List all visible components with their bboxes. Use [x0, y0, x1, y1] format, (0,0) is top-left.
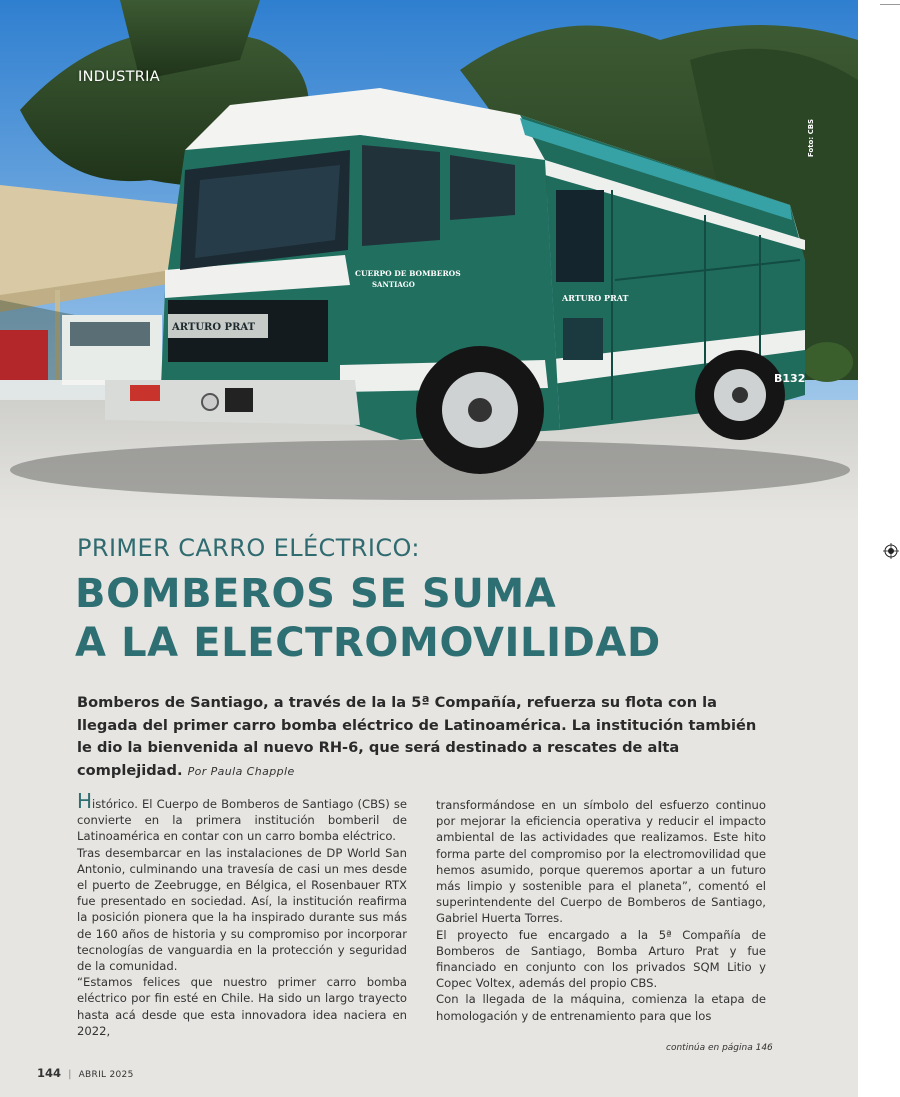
section-label: INDUSTRIA: [78, 69, 160, 85]
body-paragraph: “Estamos felices que nuestro primer carro bomba eléctrico por fin esté en Chile. Ha sido un largo trayecto hasta acá desde que esta innovadora idea naciera en 2022,: [77, 975, 407, 1038]
continues-note: continúa en página 146: [666, 1043, 773, 1053]
body-paragraph: El proyecto fue encargado a la 5ª Compañía de Bomberos de Santiago, Bomba Arturo Prat y fue financiado en conjunto con los privados SQM Litio y Copec Voltex, además del propio CBS.: [436, 927, 766, 991]
headline-title: [75, 570, 661, 668]
crop-mark: [880, 0, 900, 5]
headline-title-line-1: BOMBEROS SE SUMA: [75, 571, 557, 617]
door-text-2: SANTIAGO: [372, 280, 415, 289]
folio-separator: |: [68, 1069, 72, 1080]
body-paragraph: Tras desembarcar en las instalaciones de DP World San Antonio, culminando una travesía de casi un mes desde el puerto de Zeebrugge, en Bélgica, el Rosenbauer RTX fue presentado en sociedad. Así, la institución reafirma la posición pionera que la ha inspirado durante sus más de 160 años de historia y su compromiso por incorporar tecnologías de vanguardia en la protección y seguridad de la comunidad.: [77, 845, 407, 974]
body-paragraph: transformándose en un símbolo del esfuerzo continuo por mejorar la eficiencia operativa y reducir el impacto ambiental de las actividades que realizamos. Este hito forma parte del compromiso por la electromovilidad que hemos asumido, porque queremos aportar a un futuro más limpio y sostenible para el planeta”, comentó el superintendente del Cuerpo de Bomberos de Santiago, Gabriel Huerta Torres.: [436, 798, 766, 926]
headline-kicker: PRIMER CARRO ELÉCTRICO:: [77, 534, 420, 562]
photo-credit: [801, 118, 821, 158]
unit-number: B132: [774, 372, 806, 385]
page-folio: [37, 1062, 134, 1081]
side-name: ARTURO PRAT: [562, 293, 629, 303]
registration-mark-icon: [883, 543, 899, 559]
lead-text: Bomberos de Santiago, a través de la la 5ª Compañía, refuerza su flota con la llegada del primer carro bomba eléctrico de Latinoamérica. La institución también le dio la bienvenida al nuevo RH-6, que será destinado a rescates de alta complejidad.: [77, 694, 757, 779]
photo-credit-text: Foto: CBS: [807, 118, 815, 158]
body-paragraph: Histórico. El Cuerpo de Bomberos de Santiago (CBS) se convierte en la primera institución bomberil de Latinoamérica en contar con un carro bomba eléctrico.: [77, 789, 407, 844]
dropcap: H: [77, 789, 93, 813]
door-text-1: CUERPO DE BOMBEROS: [355, 269, 461, 278]
body-paragraph: Con la llegada de la máquina, comienza la etapa de homologación y de entrenamiento para que los: [436, 992, 766, 1023]
issue-date: ABRIL 2025: [78, 1070, 134, 1080]
hero-photo: [0, 0, 858, 520]
lead-paragraph: [77, 692, 767, 783]
body-column-left: [77, 789, 407, 1039]
front-nameplate: ARTURO PRAT: [172, 322, 256, 333]
headline-title-line-2: A LA ELECTROMOVILIDAD: [75, 620, 661, 666]
page-number: 144: [37, 1066, 62, 1080]
byline: Por Paula Chapple: [187, 764, 295, 778]
body-column-right: [436, 797, 766, 1024]
